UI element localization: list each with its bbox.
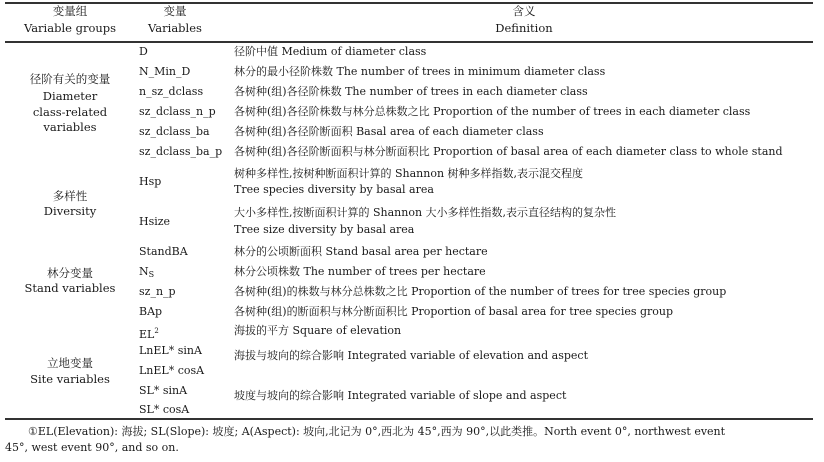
group-diameter-zh: 径阶有关的变量 xyxy=(29,72,111,86)
def-hsize-en: Tree size diversity by basal area xyxy=(234,223,415,236)
def-standba: 林分的公顷断面积 Stand basal area per hectare xyxy=(234,245,488,258)
var-lnel-sina: LnEL* sinA xyxy=(139,344,202,357)
var-bap: BAp xyxy=(139,305,163,318)
var-n-min-d: N_Min_D xyxy=(139,65,191,78)
def-hsize-zh: 大小多样性,按断面积计算的 Shannon 大小多样性指数,表示直径结构的复杂性 xyxy=(234,206,617,219)
def-sl-combined: 坡度与坡向的综合影响 Integrated variable of slope and aspect xyxy=(234,389,567,402)
group-diversity-en: Diversity xyxy=(43,204,97,218)
var-ns: $N_S$ xyxy=(139,265,155,279)
footnote-line-2: 45°, west event 90°, and so on. xyxy=(5,441,179,454)
var-sz-dclass-ba: sz_dclass_ba xyxy=(139,125,210,138)
header-definition-zh: 含义 xyxy=(512,4,536,18)
def-n-sz-dclass: 各树种(组)各径阶株数 The number of trees in each diameter class xyxy=(234,85,588,98)
var-sl-cosa: SL* cosA xyxy=(139,403,190,416)
var-sl-sina: SL* sinA xyxy=(139,384,188,397)
var-hsize: Hsize xyxy=(139,215,171,228)
def-bap: 各树种(组)的断面积与林分断面积比 Proportion of basal area for tree species group xyxy=(234,305,674,318)
var-sz-dclass-ba-p: sz_dclass_ba_p xyxy=(139,145,223,158)
var-d: D xyxy=(139,45,148,58)
header-definition-en: Definition xyxy=(495,21,553,35)
def-d: 径阶中值 Medium of diameter class xyxy=(234,45,427,58)
var-el2: $EL^2$ xyxy=(139,327,159,341)
def-hsp-zh: 树种多样性,按树种断面积计算的 Shannon 树种多样指数,表示混交程度 xyxy=(234,167,584,180)
def-sz-dclass-ba-p: 各树种(组)各径阶断面积与林分断面积比 Proportion of basal area of each diameter class to whole stand xyxy=(234,145,783,158)
def-el2: 海拔的平方 Square of elevation xyxy=(234,324,402,337)
group-site-zh: 立地变量 xyxy=(47,356,93,370)
group-site-en: Site variables xyxy=(30,372,110,386)
header-variables-en: Variables xyxy=(148,21,202,35)
group-stand-en: Stand variables xyxy=(24,281,116,295)
var-sz-n-p: sz_n_p xyxy=(139,285,176,298)
header-variable-groups-en: Variable groups xyxy=(23,21,117,35)
def-sz-dclass-ba: 各树种(组)各径阶断面积 Basal area of each diameter class xyxy=(234,125,544,138)
group-diameter-en-3: variables xyxy=(43,120,97,134)
def-hsp-en: Tree species diversity by basal area xyxy=(234,183,434,196)
group-diversity-zh: 多样性 xyxy=(52,189,88,203)
group-stand-zh: 林分变量 xyxy=(47,266,93,280)
def-n-min-d: 林分的最小径阶株数 The number of trees in minimum diameter class xyxy=(234,65,606,78)
var-sz-dclass-n-p: sz_dclass_n_p xyxy=(139,105,216,118)
def-sz-dclass-n-p: 各树种(组)各径阶株数与林分总株数之比 Proportion of the number of trees in each diameter class xyxy=(234,105,751,118)
var-lnel-cosa: LnEL* cosA xyxy=(139,364,205,377)
group-diameter-en-1: Diameter xyxy=(42,89,98,103)
var-standba: StandBA xyxy=(139,245,188,258)
var-n-sz-dclass: n_sz_dclass xyxy=(139,85,204,98)
group-diameter-en-2: class-related xyxy=(32,105,108,119)
header-variables-zh: 变量 xyxy=(163,4,187,18)
header-variable-groups-zh: 变量组 xyxy=(52,4,88,18)
table-header-rule xyxy=(5,41,813,43)
table-bottom-rule xyxy=(5,418,813,420)
def-ns: 林分公顷株数 The number of trees per hectare xyxy=(234,265,486,278)
var-hsp: Hsp xyxy=(139,175,162,188)
def-sz-n-p: 各树种(组)的株数与林分总株数之比 Proportion of the number of trees for tree species group xyxy=(234,285,727,298)
footnote-line-1: ①EL(Elevation): 海拔; SL(Slope): 坡度; A(Aspect): 坡向,北记为 0°,西北为 45°,西为 90°,以此类推。North event 0°, northwest event xyxy=(28,425,726,438)
def-lnel-combined: 海拔与坡向的综合影响 Integrated variable of elevation and aspect xyxy=(234,349,589,362)
